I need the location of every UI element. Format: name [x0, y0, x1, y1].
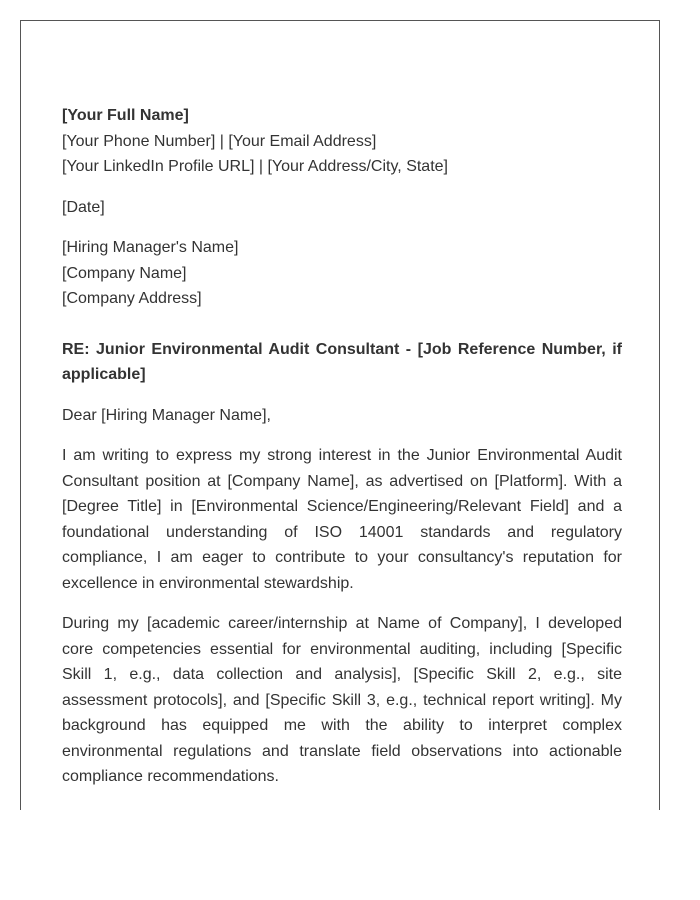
body-paragraph-1: I am writing to express my strong interest in the Junior Environmental Audit Consultant position at [Company Name], as advertised on [Platform]. With a [Degree Title] in [Environmental Science/Engineering/Relevant Field] and a foundational understanding of ISO 14001 standards and regulatory compliance, I am eager to contribute to your consultancy's reputation for excellence in environmental stewardship. [62, 447, 622, 592]
sender-name: [Your Full Name] [62, 107, 189, 124]
letter-page [20, 20, 660, 810]
sender-block [62, 103, 622, 180]
sender-contact-line-1: [Your Phone Number] | [Your Email Address] [62, 132, 377, 150]
recipient-address: [Company Address] [62, 290, 202, 307]
recipient-name: [Hiring Manager's Name] [62, 239, 239, 256]
subject-line: RE: Junior Environmental Audit Consultant - [Job Reference Number, if applicable] [62, 340, 622, 383]
body-paragraph-2: During my [academic career/internship at Name of Company], I developed core competencies essential for environmental auditing, including [Specific Skill 1, e.g., data collection and analysis], [Specific Skill 2, e.g., site assessment protocols], and [Specific Skill 3, e.g., technical report writing]. My background has equipped me with the ability to interpret complex environmental regulations and translate field observations into actionable compliance recommendations. [62, 615, 622, 785]
letter-date: [Date] [62, 198, 105, 216]
recipient-company: [Company Name] [62, 264, 187, 282]
date-block [62, 195, 622, 221]
letter-content [62, 103, 622, 790]
recipient-block [62, 235, 622, 312]
sender-contact-line-2: [Your LinkedIn Profile URL] | [Your Address/City, State] [62, 158, 448, 175]
salutation: Dear [Hiring Manager Name], [62, 406, 271, 424]
